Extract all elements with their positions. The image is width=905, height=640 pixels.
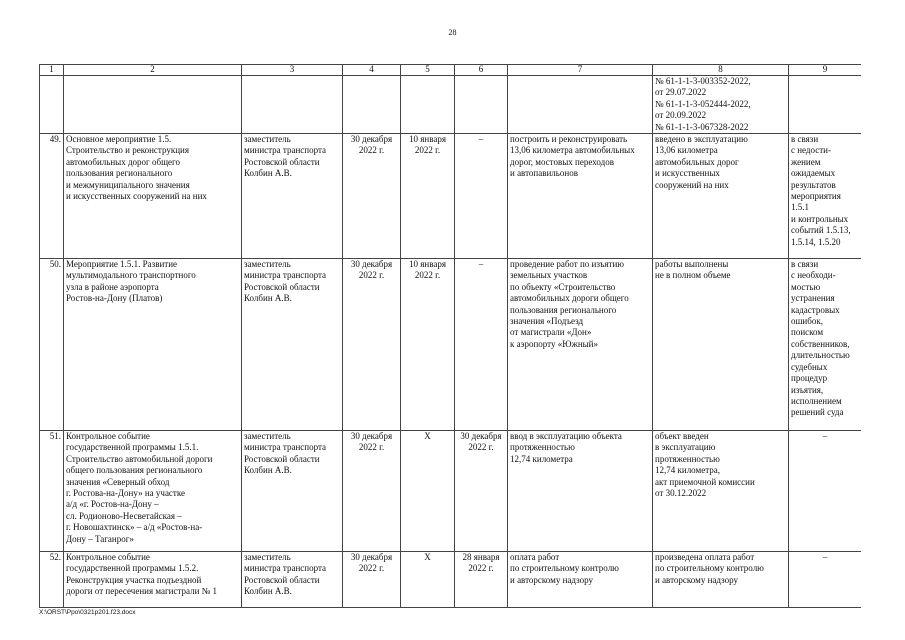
table-row-51 (40, 431, 862, 552)
fact-date (401, 259, 455, 431)
event-name-text: Контрольное событие государственной программы 1.5.1. Строительство автомобильной дороги общего пользования регионального значения «Северный обход г. Ростова-на-Дону» на участке а/д «г. Ростов-на-Дону – сл. Родионово-Несветайская – г. Новошахтинск» – а/д «Ростов-на- Дону – Таганрог» (66, 431, 213, 544)
report-table-container (39, 64, 861, 608)
responsible-text: заместитель министра транспорта Ростовской области Колбин А.В. (244, 134, 327, 179)
table-row-52 (40, 552, 862, 608)
row-number: 50. (40, 259, 64, 431)
header-col-9: 9 (789, 65, 862, 76)
header-col-1: 1 (40, 65, 64, 76)
cell-responsible (242, 76, 343, 134)
event-name-text: Основное мероприятие 1.5. Строительство и реконструкция автомобильных дорог общего пользования регионального и межмуниципального значения и искусственных сооружений на них (66, 134, 207, 202)
planned-result-text: проведение работ по изъятию земельных участков по объекту «Строительство автомобильных дороги общего пользования регионального значения «Подъезд от магистрали «Дон» к аэропорту «Южный» (510, 259, 629, 349)
header-col-2: 2 (64, 65, 242, 76)
plan-date (343, 552, 401, 608)
fact-date-text: 10 января 2022 г. (409, 259, 446, 281)
continuation-row (40, 76, 862, 134)
table-row-50 (40, 259, 862, 431)
actual-result-text: произведена оплата работ по строительному контролю и авторскому надзору (655, 552, 764, 585)
table-row-49 (40, 134, 862, 259)
event-name-text: Контрольное событие государственной программы 1.5.2. Реконструкция участка подъездной дороги от пересечения магистрали № 1 (66, 552, 217, 597)
fact-date-text: 10 января 2022 г. (409, 134, 446, 156)
header-col-8: 8 (653, 65, 789, 76)
header-col-5: 5 (401, 65, 455, 76)
actual-result-text: объект введен в эксплуатацию протяженностью 12,74 километра, акт приемочной комиссии от 30.12.2022 (655, 431, 755, 499)
event-name (64, 552, 242, 608)
cell-actual-result (653, 76, 789, 134)
responsible-text: заместитель министра транспорта Ростовской области Колбин А.В. (244, 431, 327, 476)
responsible-person (242, 259, 343, 431)
reason: в связи с недости- жением ожидаемых результатов мероприятия 1.5.1 и контрольных событий 1.5.13, 1.5.14, 1.5.20 (789, 134, 862, 259)
header-col-4: 4 (343, 65, 401, 76)
cell-col6 (455, 76, 508, 134)
planned-result-text: построить и реконструировать 13,06 километра автомобильных дорог, мостовых переходов и автопавильонов (510, 134, 635, 179)
event-name (64, 134, 242, 259)
planned-result-text: оплата работ по строительному контролю и авторскому надзору (510, 552, 619, 585)
cell-num (40, 76, 64, 134)
plan-date-text: 30 декабря 2022 г. (350, 431, 393, 453)
event-name-text: Мероприятие 1.5.1. Развитие мультимодального транспортного узла в районе аэропорта Ростов-на-Дону (Платов) (66, 259, 196, 304)
row-number: 52. (40, 552, 64, 608)
report-table (39, 64, 861, 608)
event-name (64, 259, 242, 431)
planned-result (508, 552, 653, 608)
fact-date (401, 552, 455, 608)
col6-text: – (478, 134, 484, 145)
col6-date (455, 431, 508, 552)
responsible-text: заместитель министра транспорта Ростовской области Колбин А.В. (244, 552, 327, 597)
plan-date-text: 30 декабря 2022 г. (350, 259, 393, 281)
planned-result (508, 431, 653, 552)
fact-date-text: Х (424, 552, 431, 563)
cell-plan-date (343, 76, 401, 134)
col6-text: – (478, 259, 484, 270)
actual-result-text: работы выполнены не в полном объеме (655, 259, 731, 281)
cell-planned-result (508, 76, 653, 134)
col6-text: 28 января 2022 г. (462, 552, 500, 574)
col6-date (455, 552, 508, 608)
continuation-doc-numbers: № 61-1-1-3-003352-2022, от 29.07.2022 № 61-1-1-3-052444-2022, от 20.09.2022 № 61-1-1-3-067328-2022 (655, 76, 751, 132)
actual-result (653, 134, 789, 259)
header-col-6: 6 (455, 65, 508, 76)
fact-date (401, 431, 455, 552)
fact-date-text: Х (424, 431, 431, 442)
actual-result (653, 259, 789, 431)
cell-fact-date (401, 76, 455, 134)
row-number: 51. (40, 431, 64, 552)
reason: – (789, 552, 862, 608)
col6-date (455, 134, 508, 259)
event-name (64, 431, 242, 552)
planned-result-text: ввод в эксплуатацию объекта протяженностью 12,74 километра (510, 431, 622, 464)
page-number: 28 (448, 28, 457, 37)
responsible-person (242, 552, 343, 608)
fact-date (401, 134, 455, 259)
actual-result (653, 552, 789, 608)
plan-date-text: 30 декабря 2022 г. (350, 552, 393, 574)
header-row (40, 65, 862, 76)
planned-result (508, 134, 653, 259)
cell-reason (789, 76, 862, 134)
planned-result (508, 259, 653, 431)
responsible-person (242, 134, 343, 259)
cell-name (64, 76, 242, 134)
header-col-7: 7 (508, 65, 653, 76)
reason: – (789, 431, 862, 552)
header-col-3: 3 (242, 65, 343, 76)
col6-text: 30 декабря 2022 г. (460, 431, 502, 453)
responsible-text: заместитель министра транспорта Ростовской области Колбин А.В. (244, 259, 327, 304)
plan-date-text: 30 декабря 2022 г. (350, 134, 393, 156)
footer-file-path: X:\ORST\Ppo\0321p201.f23.docx (39, 609, 136, 616)
plan-date (343, 134, 401, 259)
plan-date (343, 259, 401, 431)
actual-result (653, 431, 789, 552)
responsible-person (242, 431, 343, 552)
plan-date (343, 431, 401, 552)
row-number: 49. (40, 134, 64, 259)
col6-date (455, 259, 508, 431)
actual-result-text: введено в эксплуатацию 13,06 километра автомобильных дорог и искусственных сооружений на них (655, 134, 748, 190)
reason: в связи с необходи- мостью устранения кадастровых ошибок, поиском собственников, длительностью судебных процедур изъятия, исполнением решений суда (789, 259, 862, 431)
